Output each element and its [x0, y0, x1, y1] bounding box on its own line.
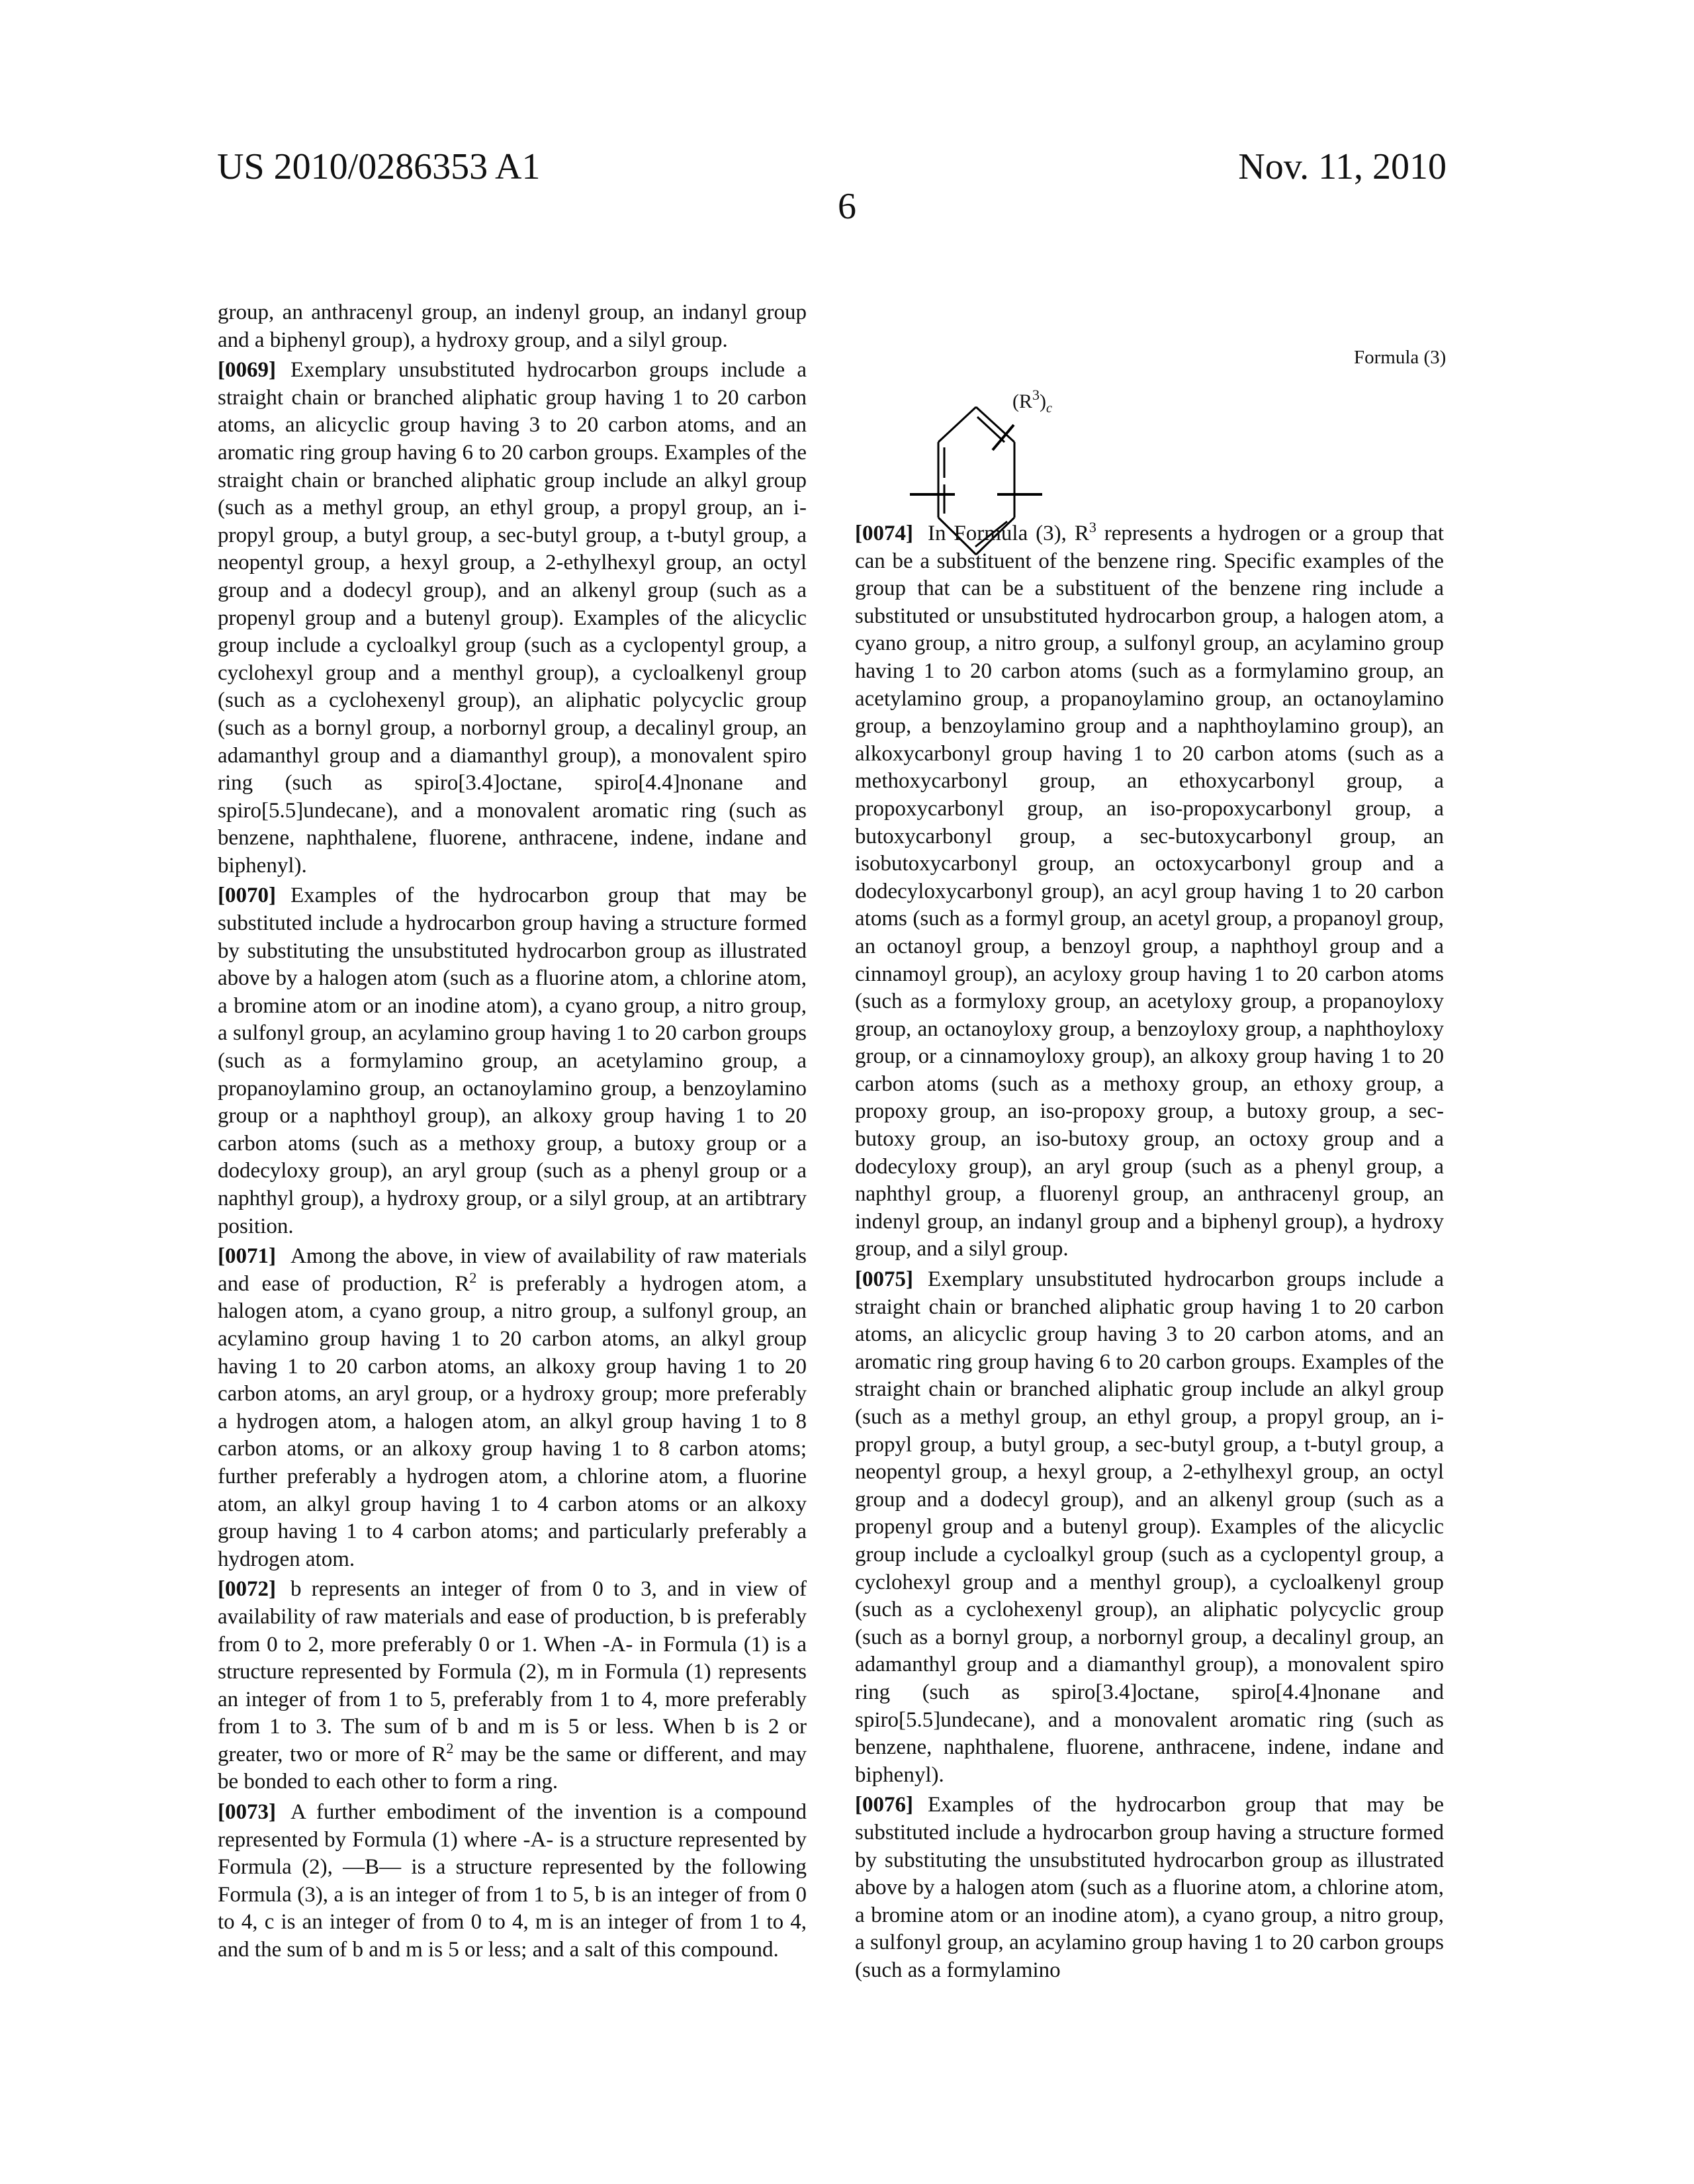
paragraph-text: Exemplary unsubstituted hydrocarbon groups include a straight chain or branched aliphatic group having 1 to 20 carbon atoms, an alicyclic group having 3 to 20 carbon atoms, and an aromatic ring group having 6 to 20 carbon groups. Examples of the straight chain or branched aliphatic group include an alkyl group (such as a methyl group, an ethyl group, a propyl group, an i-propyl group, a butyl group, a sec-butyl group, a t-butyl group, a neopentyl group, a hexyl group, a 2-ethylhexyl group, an octyl group and a dodecyl group), and an alkenyl group (such as a propenyl group and a butenyl group). Examples of the alicyclic group include a cycloalkyl group (such as a cyclopentyl group, a cyclohexyl group and a menthyl group), a cycloalkenyl group (such as a cyclohexenyl group), an aliphatic polycyclic group (such as a bornyl group, a norbornyl group, a decalinyl group, an adamanthyl group and a diamanthyl group), a monovalent spiro ring (such as spiro[3.4]octane, spiro[4.4]nonane and spiro[5.5]undecane), and a monovalent aromatic ring (such as benzene, naphthalene, fluorene, anthracene, indene, indane and biphenyl). [218, 358, 807, 878]
paragraph-text: is preferably a hydrogen atom, a halogen atom, a cyano group, a nitro group, a sulfonyl group, an acylamino group having 1 to 20 carbon atoms, an alkyl group having 1 to 20 carbon atoms, an alkoxy group having 1 to 20 carbon atoms, an aryl group, or a hydroxy group; more preferably a hydrogen atom, a halogen atom, an alkyl group having 1 to 8 carbon atoms, or an alkoxy group having 1 to 8 carbon atoms; further preferably a hydrogen atom, a chlorine atom, a fluorine atom, an alkyl group having 1 to 4 carbon atoms or an alkoxy group having 1 to 4 carbon atoms; and particularly preferably a hydrogen atom. [218, 1272, 807, 1571]
paragraph-text: may be the same or different, and may be bonded to each other to form a ring. [218, 1743, 807, 1794]
substituent-superscript: 3 [1032, 387, 1040, 403]
paragraph [218, 299, 807, 354]
paragraph-text: b represents an integer of from 0 to 3, and in view of availability of raw materials and ease of production, b is preferably from 0 to 2, more preferably 0 or 1. When -A- in Formula (1) is a structure represented by Formula (2), m in Formula (1) represents an integer of from 1 to 5, preferably from 1 to 4, more preferably from 1 to 3. The sum of b and m is 5 or less. When b is 2 or greater, two or more of R [218, 1577, 807, 1766]
formula-label: Formula (3) [1354, 347, 1446, 369]
paragraph-number: [0070] [218, 884, 276, 907]
paragraph-text: Examples of the hydrocarbon group that may be substituted include a hydrocarbon group having a structure formed by substituting the unsubstituted hydrocarbon group as illustrated above by a halogen atom (such as a fluorine atom, a chlorine atom, a bromine atom or an inodine atom), a cyano group, a nitro group, a sulfonyl group, an acylamino group having 1 to 20 carbon groups (such as a formylamino [855, 1793, 1444, 1982]
paragraph-text: Examples of the hydrocarbon group that may be substituted include a hydrocarbon group having a structure formed by substituting the unsubstituted hydrocarbon group as illustrated above by a halogen atom (such as a fluorine atom, a chlorine atom, a bromine atom or an inodine atom), a cyano group, a nitro group, a sulfonyl group, an acylamino group having 1 to 20 carbon groups (such as a formylamino group, an acetylamino group, a propanoylamino group, an octanoylamino group, a benzoylamino group or a naphthoyl group), an alkoxy group having 1 to 20 carbon atoms (such as a methoxy group, a butoxy group or a dodecyloxy group), an aryl group (such as a phenyl group or a naphthyl group), a hydroxy group, or a silyl group, at an artibtrary position. [218, 884, 807, 1238]
paragraph [218, 1799, 807, 1964]
paragraph [855, 1266, 1444, 1789]
paragraph-number: [0072] [218, 1577, 276, 1601]
paragraph [218, 1243, 807, 1573]
substituent-symbol: (R [1012, 390, 1032, 412]
paragraph-number: [0069] [218, 358, 276, 382]
substituent-paren: ) [1040, 390, 1046, 412]
paragraph-number: [0076] [855, 1793, 913, 1817]
paragraph-text: Exemplary unsubstituted hydrocarbon groups include a straight chain or branched aliphatic group having 1 to 20 carbon atoms, an alicyclic group having 3 to 20 carbon atoms, and an aromatic ring group having 6 to 20 carbon groups. Examples of the straight chain or branched aliphatic group include an alkyl group (such as a methyl group, an ethyl group, a propyl group, an i-propyl group, a butyl group, a sec-butyl group, a t-butyl group, a neopentyl group, a hexyl group, a 2-ethylhexyl group, an octyl group and a dodecyl group), and an alkenyl group (such as a propenyl group and a butenyl group). Examples of the alicyclic group include a cycloalkyl group (such as a cyclopentyl group, a cyclohexyl group and a menthyl group), a cycloalkenyl group (such as a cyclohexenyl group), an aliphatic polycyclic group (such as a bornyl group, a norbornyl group, a decalinyl group, an adamanthyl group and a diamanthyl group), a monovalent spiro ring (such as spiro[3.4]octane, spiro[4.4]nonane and spiro[5.5]undecane), and a monovalent aromatic ring (such as benzene, naphthalene, fluorene, anthracene, indene, indane and biphenyl). [855, 1267, 1444, 1787]
publication-date: Nov. 11, 2010 [1238, 147, 1447, 187]
paragraph [218, 1576, 807, 1796]
superscript: 3 [1089, 519, 1096, 535]
paragraph [855, 1792, 1444, 1984]
superscript: 2 [446, 1740, 453, 1756]
right-column [855, 520, 1444, 1987]
left-column [218, 299, 807, 1967]
paragraph-text: represents a hydrogen or a group that can be a substituent of the benzene ring. Specific examples of the group that can be a substituent of the benzene ring include a substituted or unsubstituted hydrocarbon group, a halogen atom, a cyano group, a nitro group, a sulfonyl group, an acylamino group having 1 to 20 carbon atoms (such as a formylamino group, an acetylamino group, a propanoylamino group, an octanoylamino group, a benzoylamino group and a naphthoylamino group), an alkoxycarbonyl group having 1 to 20 carbon atoms (such as a methoxycarbonyl group, an ethoxycarbonyl group, a propoxycarbonyl group, an iso-propoxycarbonyl group, a butoxycarbonyl group, a sec-butoxycarbonyl group, an isobutoxycarbonyl group, an octoxycarbonyl group and a dodecyloxycarbonyl group), an acyl group having 1 to 20 carbon atoms (such as a formyl group, an acetyl group, a propanoyl group, an octanoyl group, a benzoyl group, a naphthoyl group and a cinnamoyl group), an acyloxy group having 1 to 20 carbon atoms (such as a formyloxy group, an acetyloxy group, a propanoyloxy group, an octanoyloxy group, a benzoyloxy group, a naphthoyloxy group, or a cinnamoyloxy group), an alkoxy group having 1 to 20 carbon atoms (such as a methoxy group, an ethoxy group, a propoxy group, an iso-propoxy group, a butoxy group, a sec-butoxy group, an iso-butoxy group, an octoxy group and a dodecyloxy group), an aryl group (such as a phenyl group, a naphthyl group, a fluorenyl group, an anthracenyl group, an indenyl group, an indanyl group and a biphenyl group), a hydroxy group, and a silyl group. [855, 522, 1444, 1261]
paragraph [855, 520, 1444, 1263]
publication-number: US 2010/0286353 A1 [217, 147, 541, 187]
paragraph-number: [0075] [855, 1267, 913, 1291]
paragraph [218, 357, 807, 880]
paragraph-number: [0073] [218, 1800, 276, 1824]
paragraph-text: A further embodiment of the invention is a compound represented by Formula (1) where -A- is a structure represented by Formula (2), —B— is a structure represented by the following Formula (3), a is an integer of from 1 to 5, b is an integer of from 0 to 4, c is an integer of from 0 to 4, m is an integer of from 1 to 4, and the sum of b and m is 5 or less; and a salt of this compound. [218, 1800, 807, 1962]
substituent-label [1012, 390, 1052, 416]
page-number: 6 [0, 187, 1694, 226]
paragraph-text: group, an anthracenyl group, an indenyl group, an indanyl group and a biphenyl group), a hydroxy group, and a silyl group. [218, 300, 807, 352]
substituent-subscript: c [1046, 401, 1052, 416]
paragraph-text: Among the above, in view of availability of raw materials and ease of production, R [218, 1244, 807, 1296]
paragraph [218, 882, 807, 1240]
paragraph-text: In Formula (3), R [928, 522, 1089, 545]
paragraph-number: [0071] [218, 1244, 276, 1268]
paragraph-number: [0074] [855, 522, 913, 545]
attachment-bonds [910, 425, 1042, 494]
superscript: 2 [469, 1269, 476, 1286]
